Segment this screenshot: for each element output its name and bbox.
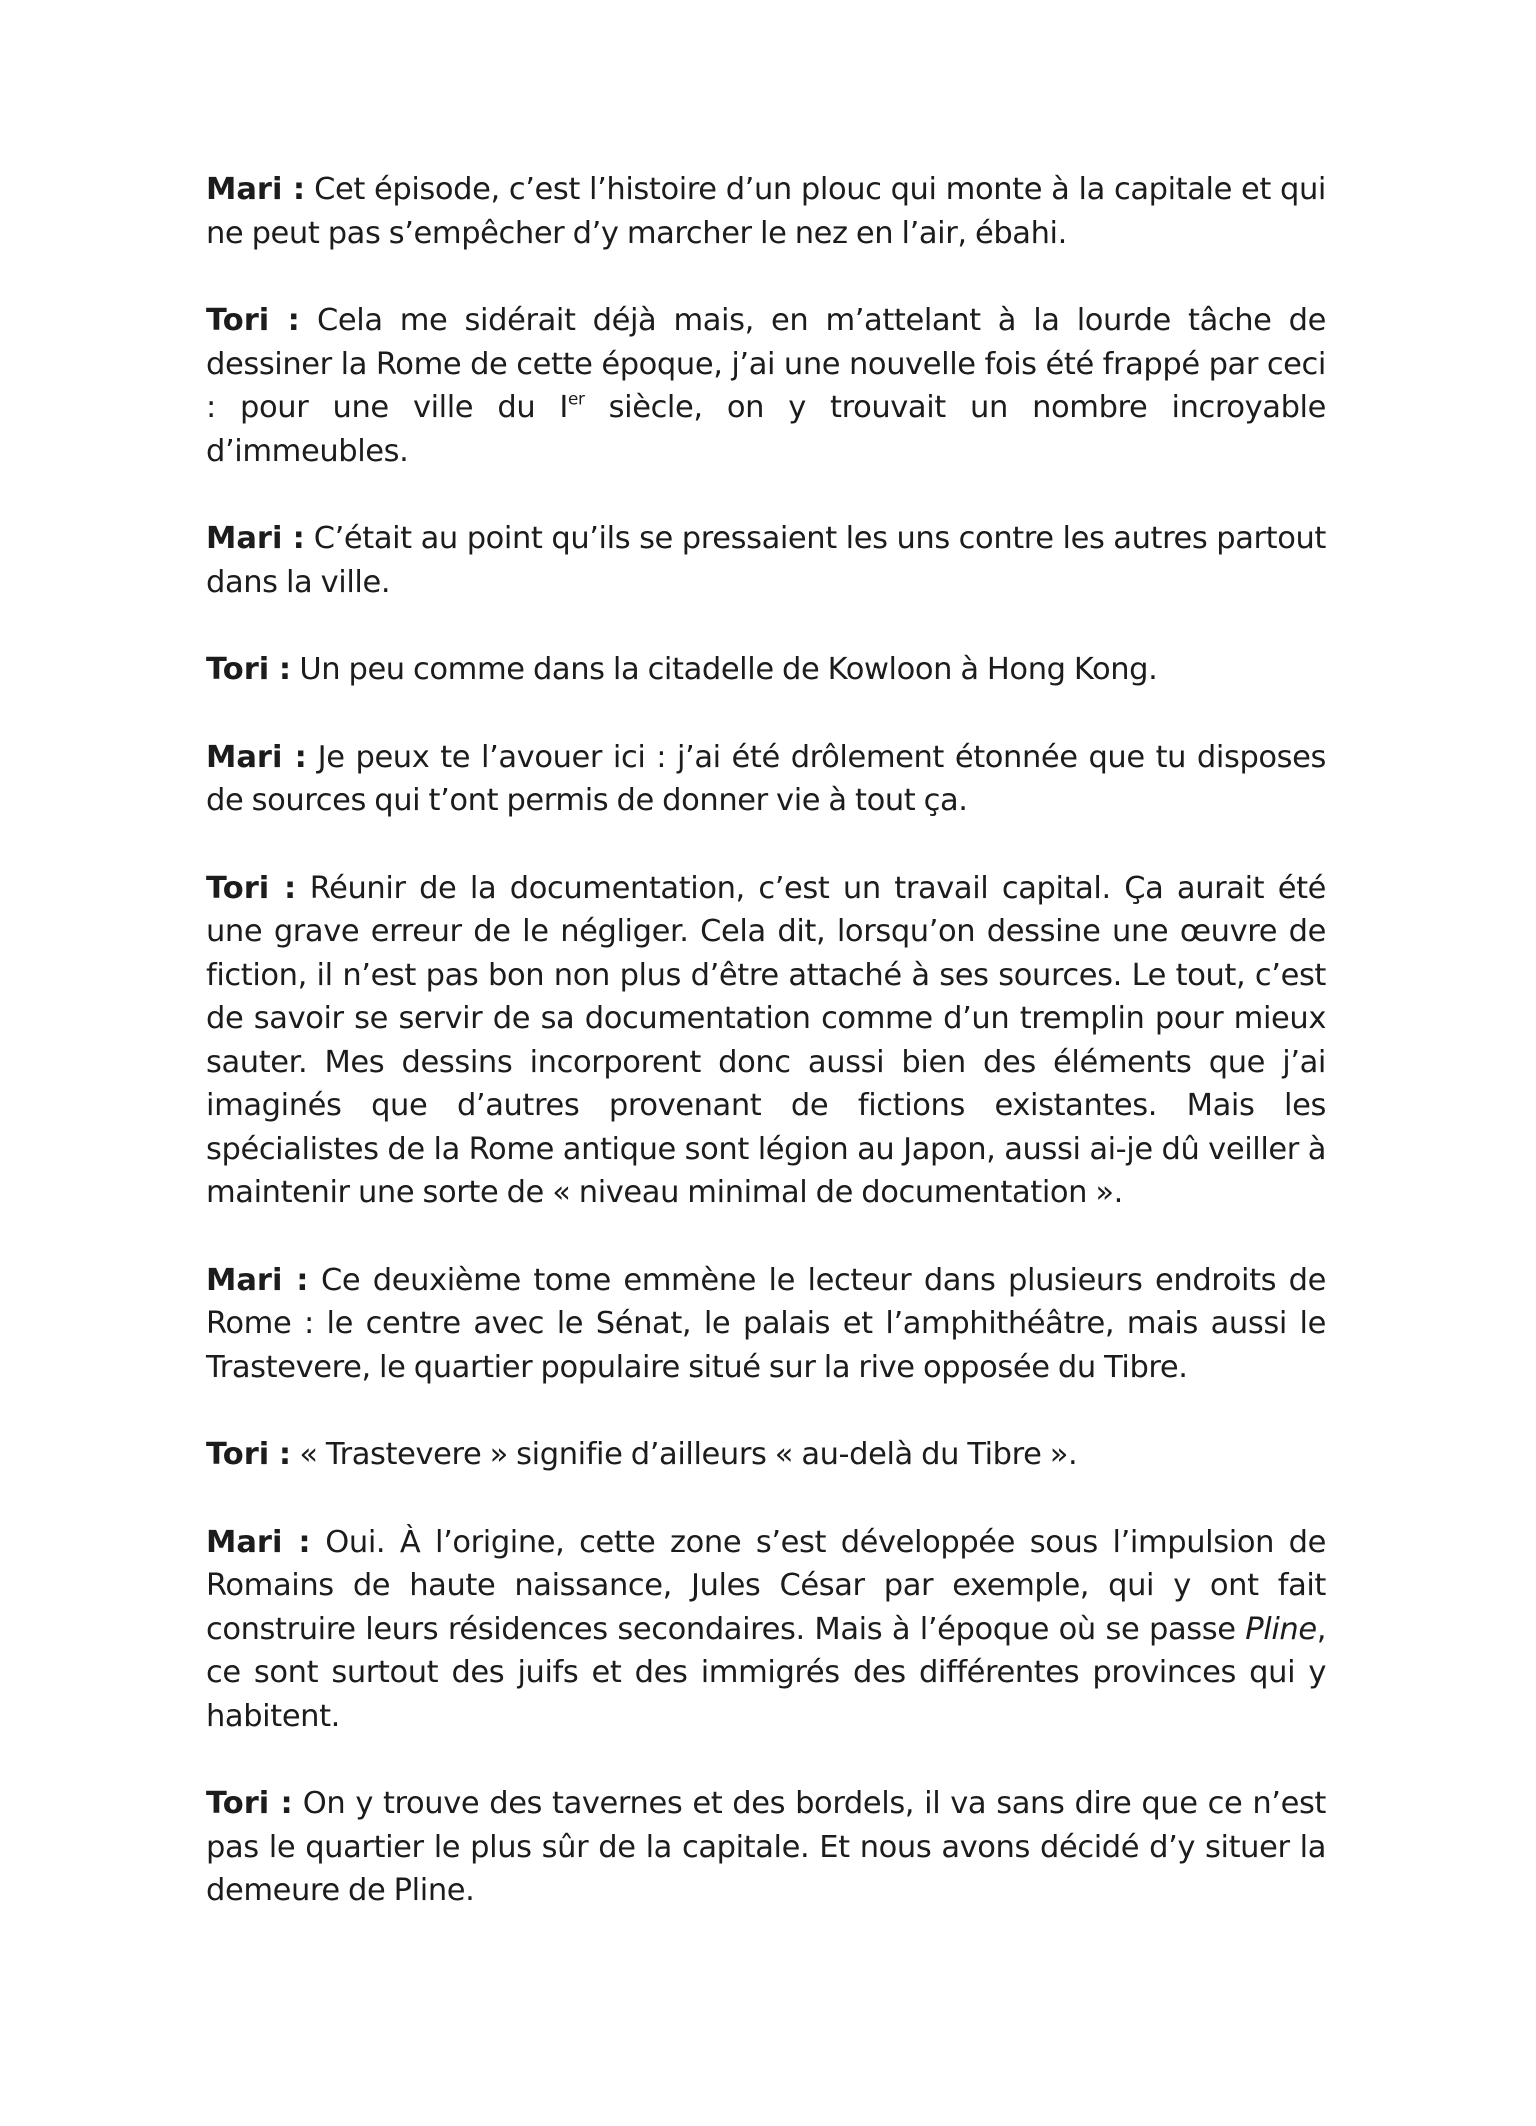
speaker-label: Tori : bbox=[206, 870, 297, 906]
speaker-label: Mari : bbox=[206, 739, 307, 775]
dialogue-entry bbox=[206, 1521, 1326, 1739]
speaker-label: Tori : bbox=[206, 1786, 293, 1821]
dialogue-text: siècle, on y trouvait un nombre incroyable d’immeubles. bbox=[206, 390, 1326, 469]
dialogue-entry bbox=[206, 1259, 1326, 1390]
dialogue-text: C’était au point qu’ils se pressaient les uns contre les autres partout dans la ville. bbox=[206, 521, 1326, 600]
book-title: Pline bbox=[1245, 1611, 1317, 1647]
superscript-ordinal: er bbox=[568, 388, 585, 409]
dialogue-entry bbox=[206, 867, 1326, 1215]
dialogue-text: Cela me sidérait déjà mais, en m’attelant à la lourde tâche de dessiner la Rome de cette époque, j’ai une nouvelle fois été frappé par ceci : pour une ville du I bbox=[206, 303, 1326, 425]
dialogue-text: Un peu comme dans la citadelle de Kowloon à Hong Kong. bbox=[299, 652, 1158, 687]
dialogue-entry bbox=[206, 736, 1326, 823]
interview-text bbox=[206, 168, 1326, 1957]
dialogue-text: , ce sont surtout des juifs et des immigrés des différentes provinces qui y habitent. bbox=[206, 1611, 1326, 1734]
speaker-label: Mari : bbox=[206, 1524, 311, 1560]
dialogue-text: « Trastevere » signifie d’ailleurs « au-delà du Tibre ». bbox=[299, 1437, 1078, 1472]
dialogue-text: Oui. À l’origine, cette zone s’est développée sous l’impulsion de Romains de haute naissance, Jules César par exemple, qui y ont fait construire leurs résidences secondaires. Mais à l’époque où se passe bbox=[206, 1524, 1327, 1647]
dialogue-entry bbox=[206, 168, 1326, 255]
dialogue-entry bbox=[206, 1433, 1326, 1477]
dialogue-text: Ce deuxième tome emmène le lecteur dans plusieurs endroits de Rome : le centre avec le Sénat, le palais et l’amphithéâtre, mais aussi le Trastevere, le quartier populaire situé sur la rive opposée du Tibre. bbox=[206, 1262, 1326, 1385]
dialogue-entry bbox=[206, 1782, 1326, 1913]
dialogue-text: On y trouve des tavernes et des bordels, il va sans dire que ce n’est pas le quartier le plus sûr de la capitale. Et nous avons décidé d’y situer la demeure de Pline. bbox=[206, 1786, 1326, 1908]
dialogue-entry bbox=[206, 517, 1326, 604]
speaker-label: Mari : bbox=[206, 521, 305, 556]
speaker-label: Tori : bbox=[206, 303, 300, 338]
speaker-label: Mari : bbox=[206, 1262, 309, 1298]
dialogue-entry bbox=[206, 299, 1326, 473]
dialogue-entry bbox=[206, 648, 1326, 692]
dialogue-text: Je peux te l’avouer ici : j’ai été drôlement étonnée que tu disposes de sources qui t’ont permis de donner vie à tout ça. bbox=[206, 739, 1327, 818]
speaker-label: Tori : bbox=[206, 652, 292, 687]
speaker-label: Mari : bbox=[206, 172, 306, 207]
dialogue-text: Réunir de la documentation, c’est un travail capital. Ça aurait été une grave erreur de le négliger. Cela dit, lorsqu’on dessine une œuvre de fiction, il n’est pas bon non plus d’être attaché à ses sources. Le tout, c’est de savoir se servir de sa documentation comme d’un tremplin pour mieux sauter. Mes dessins incorporent donc aussi bien des éléments que j’ai imaginés que d’autres provenant de fictions existantes. Mais les spécialistes de la Rome antique sont légion au Japon, aussi ai-je dû veiller à maintenir une sorte de « niveau minimal de documentation ». bbox=[206, 870, 1326, 1210]
speaker-label: Tori : bbox=[206, 1437, 292, 1472]
dialogue-text: Cet épisode, c’est l’histoire d’un plouc qui monte à la capitale et qui ne peut pas s’empêcher d’y marcher le nez en l’air, ébahi. bbox=[206, 172, 1326, 251]
